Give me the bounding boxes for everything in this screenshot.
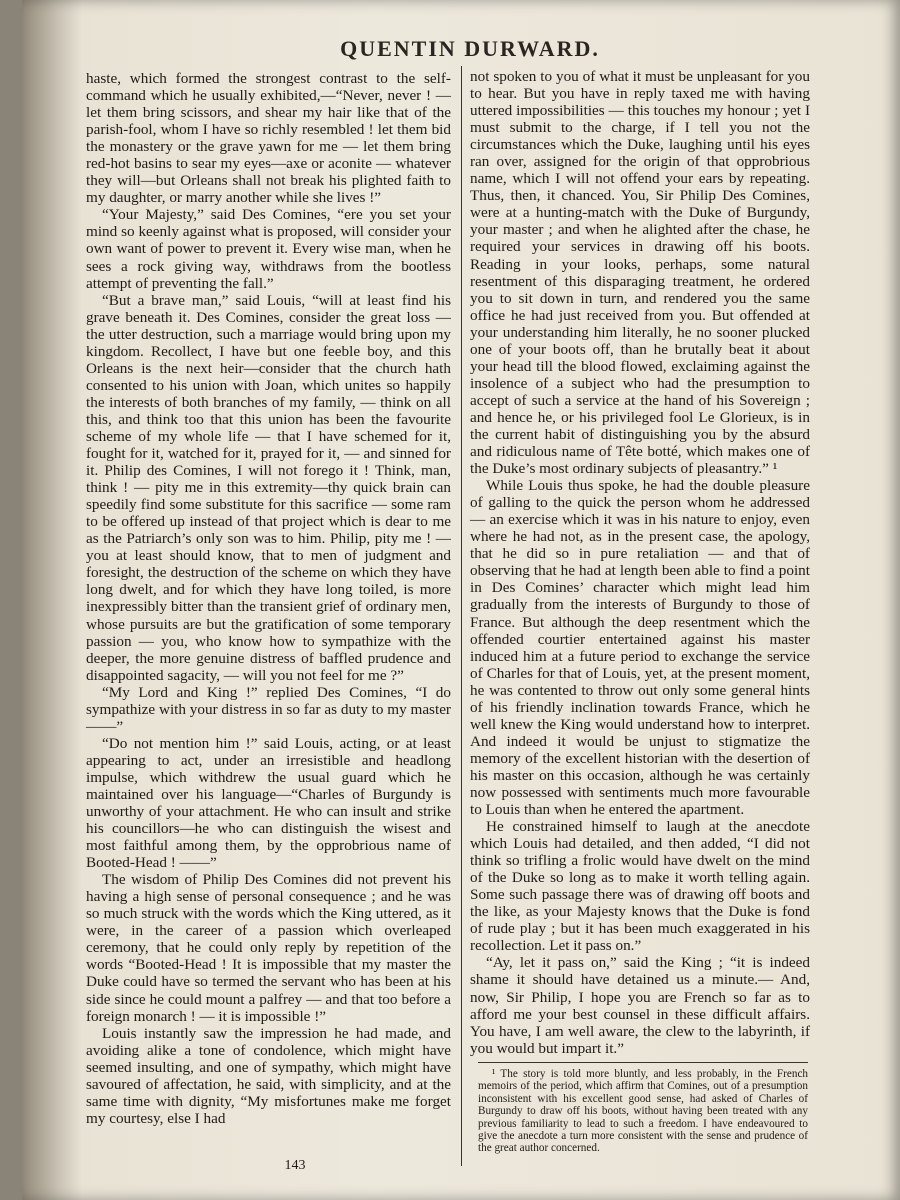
paragraph: “But a brave man,” said Louis, “will at least find his grave beneath it. Des Comines, consider the great loss — the utter destruction, such a marriage would bring upon my kingdom. Recollect, I have but one feeble boy, and this Orleans is the next heir—consider that the church hath consented to his union with Joan, which unites so happily the interests of both branches of my family, — think on all this, and think too that this union has been the favourite scheme of my whole life — that I have schemed for it, fought for it, watched for it, prayed for it, — and sinned for it. Philip des Comines, I will not forego it ! Think, man, think ! — pity me in this extremity—thy quick brain can speedily find some substitute for this sacrifice — some ram to be offered up instead of that project which is dear to me as the Patriarch’s only son was to him. Philip, pity me ! — you at least should know, that to men of judgment and foresight, the destruction of the scheme on which they have long dwelt, and for which they have long toiled, is more inexpressibly bitter than the transient grief of ordinary men, whose pursuits are but the gratification of some temporary passion — you, who know how to sympathize with the deeper, the more genuine distress of baffled prudence and disappointed sagacity, — will you not feel for me ?”	[86, 291, 451, 684]
paragraph: He constrained himself to laugh at the anecdote which Louis had detailed, and then added, “I did not think so trifling a frolic would have dwelt on the mind of the Duke so long as to make it worth telling again. Some such passage there was of drawing off boots and the like, as your Majesty knows that the Duke is fond of rude play ; but it has been much exaggerated in his recollection. Let it pass on.”	[470, 818, 810, 955]
paragraph: “Do not mention him !” said Louis, acting, or at least appearing to act, under an irresistible and headlong impulse, which withdrew the usual guard which he maintained over his language—“Charles of Burgundy is unworthy of your attachment. He who can insult and strike his councillors—he who can distinguish the wisest and most faithful among them, by the opprobrious name of Booted-Head ! ——”	[86, 734, 451, 872]
right-column	[470, 68, 810, 1057]
paragraph: haste, which formed the strongest contrast to the self-command which he usually exhibited,—“Never, never ! — let them bring scissors, and shear my hair like that of the parish-fool, whom I have so richly resembled ! let them bid the monastery or the grave yawn for me — let them bring red-hot basins to sear my eyes—axe or aconite — whatever they will—but Orleans shall not break his plighted faith to my daughter, or marry another while she lives !”	[86, 70, 451, 207]
running-head: QUENTIN DURWARD.	[340, 36, 600, 61]
paragraph: “Your Majesty,” said Des Comines, “ere you set your mind so keenly against what is proposed, will consider your own want of power to prevent it. Every wise man, when he sees a rock giving way, withdraws from the bootless attempt of preventing the fall.”	[86, 206, 451, 292]
column-rule	[461, 66, 462, 1166]
footnote-rule	[478, 1062, 808, 1063]
page-number: 143	[284, 1158, 306, 1173]
footnote	[478, 1068, 808, 1155]
paragraph: “My Lord and King !” replied Des Comines, “I do sympathize with your distress in so far as duty to my master——”	[86, 683, 451, 735]
paragraph: While Louis thus spoke, he had the double pleasure of galling to the quick the person whom he addressed — an exercise which it was in his nature to enjoy, even where he had not, as in the present case, the apology, that he did so in pure retaliation — and that of observing that he had at length been able to find a point in Des Comines’ character which might lead him gradually from the interests of Burgundy to those of France. But although the deep resentment which the offended courtier entertained against his master induced him at a future period to exchange the service of Charles for that of Louis, yet, at the present moment, he was contented to throw out only some general hints of his friendly inclination towards France, which he well knew the King would understand how to interpret. And indeed it would be unjust to stigmatize the memory of the excellent historian with the desertion of his master on this occasion, although he was certainly now possessed with sentiments much more favourable to Louis than when he entered the apartment.	[470, 477, 810, 819]
gutter-shadow	[22, 0, 82, 1200]
left-column	[86, 70, 451, 1127]
footnote-text: ¹ The story is told more bluntly, and less probably, in the French memoirs of the period, which affirm that Comines, out of a presumption inconsistent with his excellent good sense, had asked of Charles of Burgundy to draw off his boots, without having been treated with any previous familiarity to lead to such a freedom. I have endeavoured to give the anecdote a turn more consistent with the sense and prudence of the great author concerned.	[478, 1068, 808, 1155]
paragraph: The wisdom of Philip Des Comines did not prevent his having a high sense of personal consequence ; and he was so much struck with the words which the King uttered, as it were, in the career of a passion which overleaped ceremony, that he could only reply by repetition of the words “Booted-Head ! It is impossible that my master the Duke could have so termed the servant who has been at his side since he could mount a palfrey — and that too before a foreign monarch ! — it is impossible !”	[86, 871, 451, 1025]
paragraph: “Ay, let it pass on,” said the King ; “it is indeed shame it should have detained us a minute.— And, now, Sir Philip, I hope you are French so far as to afford me your best counsel in these difficult affairs. You have, I am well aware, the clew to the labyrinth, if you would but impart it.”	[470, 954, 810, 1057]
paragraph: Louis instantly saw the impression he had made, and avoiding alike a tone of condolence, which might have seemed insulting, and one of sympathy, which might have savoured of affectation, he said, with simplicity, and at the same time with dignity, “My misfortunes make me forget my courtesy, else I had	[86, 1024, 451, 1127]
paragraph: not spoken to you of what it must be unpleasant for you to hear. But you have in reply taxed me with having uttered impossibilities — this touches my honour ; yet I must submit to the charge, if I tell you not the circumstances which the Duke, laughing until his eyes ran over, assigned for the origin of that opprobrious name, which I will not offend your ears by repeating. Thus, then, it chanced. You, Sir Philip Des Comines, were at a hunting-match with the Duke of Burgundy, your master ; and when he alighted after the chase, he required your services in drawing off his boots. Reading in your looks, perhaps, some natural resentment of this disparaging treatment, he ordered you to sit down in turn, and rendered you the same office he had just received from you. But offended at your understanding him literally, he no sooner plucked one of your boots off, than he brutally beat it about your head till the blood flowed, exclaiming against the insolence of a subject who had the presumption to accept of such a service at the hand of his Sovereign ; and hence he, or his privileged fool Le Glorieux, is in the current habit of distinguishing you by the absurd and ridiculous name of Tête botté, which makes one of the Duke’s most ordinary subjects of pleasantry.” ¹	[470, 68, 810, 478]
